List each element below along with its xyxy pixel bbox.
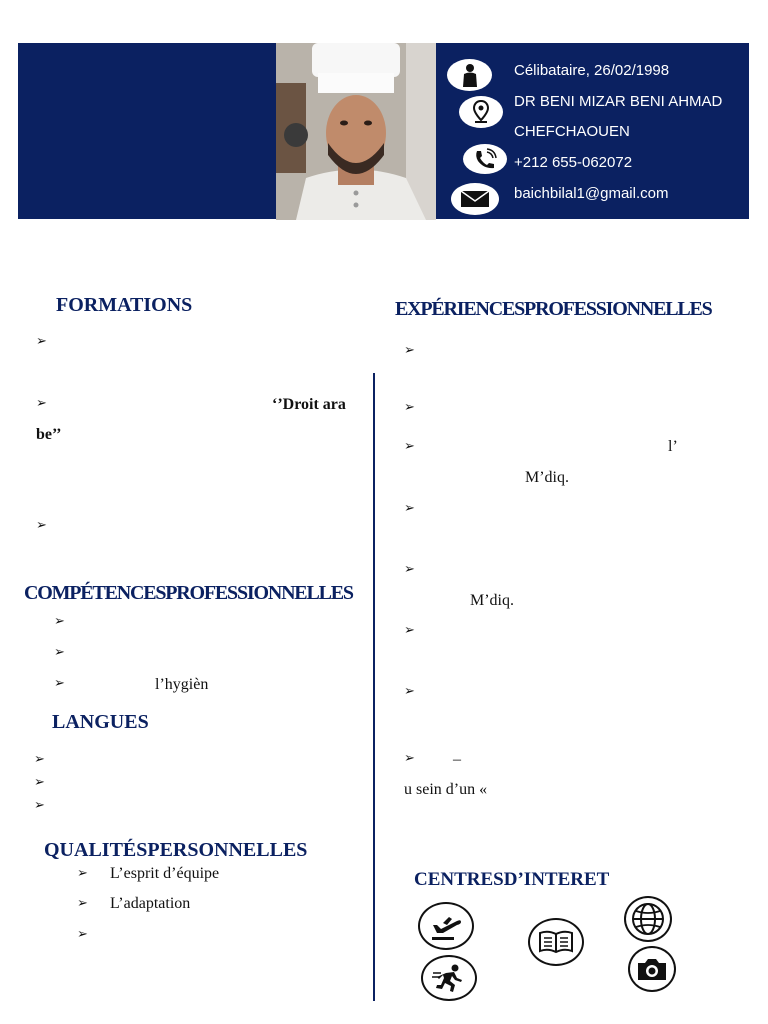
- email-address[interactable]: baichbilal1@gmail.com: [514, 185, 669, 202]
- bullet-arrow: ➢: [77, 927, 88, 942]
- experience-mdiq-1: M’diq.: [525, 469, 569, 486]
- bullet-arrow: ➢: [404, 684, 415, 699]
- experience-mdiq-2: M’diq.: [470, 592, 514, 609]
- formations-heading: FORMATIONS: [56, 294, 193, 316]
- bullet-arrow: ➢: [36, 396, 47, 411]
- location-pin-icon: [459, 96, 503, 128]
- competences-heading: COMPÉTENCESPROFESSIONNELLES: [24, 582, 353, 604]
- experience-dash: –: [453, 751, 461, 768]
- profile-photo: [276, 43, 436, 220]
- running-icon: [421, 955, 477, 1001]
- address-line-2: CHEFCHAOUEN: [514, 123, 630, 140]
- person-icon: [447, 59, 492, 91]
- experience-l-apostrophe: l’: [668, 438, 678, 455]
- experiences-heading: EXPÉRIENCESPROFESSIONNELLES: [395, 298, 712, 320]
- bullet-arrow: ➢: [404, 343, 415, 358]
- qualite-item: L’adaptation: [110, 895, 191, 912]
- bullet-arrow: ➢: [404, 623, 415, 638]
- bullet-arrow: ➢: [54, 614, 65, 629]
- bullet-arrow: ➢: [36, 334, 47, 349]
- bullet-arrow: ➢: [404, 562, 415, 577]
- bullet-arrow: ➢: [404, 751, 415, 766]
- bullet-arrow: ➢: [404, 439, 415, 454]
- bullet-arrow: ➢: [54, 676, 65, 691]
- bullet-arrow: ➢: [34, 775, 45, 790]
- address-line-1: DR BENI MIZAR BENI AHMAD: [514, 93, 723, 110]
- experience-au-sein-text: u sein d’un «: [404, 781, 488, 798]
- bullet-arrow: ➢: [36, 518, 47, 533]
- bullet-arrow: ➢: [404, 501, 415, 516]
- centres-interet-heading: CENTRESD’INTERET: [414, 869, 610, 890]
- bullet-arrow: ➢: [54, 645, 65, 660]
- mail-icon: [451, 183, 499, 215]
- travel-icon: [418, 902, 474, 950]
- bullet-arrow: ➢: [34, 798, 45, 813]
- marital-status-birthdate: Célibataire, 26/02/1998: [514, 62, 670, 79]
- column-divider: [373, 373, 375, 1001]
- formation-droit-text: ‘’Droit ara: [272, 396, 346, 413]
- photography-icon: [628, 946, 676, 992]
- phone-number: +212 655-062072: [514, 154, 633, 171]
- phone-icon: [463, 144, 507, 174]
- reading-icon: [528, 918, 584, 966]
- formation-droit-text-cont: be’’: [36, 426, 62, 443]
- langues-heading: LANGUES: [52, 711, 149, 733]
- bullet-arrow: ➢: [404, 400, 415, 415]
- qualites-heading: QUALITÉSPERSONNELLES: [44, 839, 308, 861]
- bullet-arrow: ➢: [34, 752, 45, 767]
- qualite-item: L’esprit d’équipe: [110, 865, 220, 882]
- bullet-arrow: ➢: [77, 866, 88, 881]
- competence-hygiene-text: l’hygièn: [155, 676, 209, 693]
- bullet-arrow: ➢: [77, 896, 88, 911]
- internet-globe-icon: [624, 896, 672, 942]
